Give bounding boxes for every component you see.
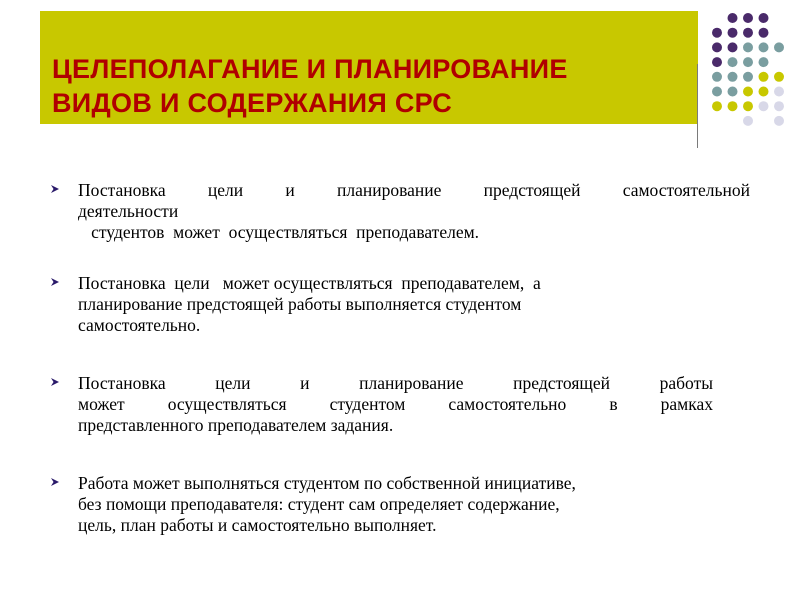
decorative-dot [743,57,753,67]
bullet-arrow-icon [50,477,60,487]
decorative-dot [728,42,738,52]
bullet-list [46,180,750,536]
slide-title: ЦЕЛЕПОЛАГАНИЕ И ПЛАНИРОВАНИЕ ВИДОВ И СОДЕРЖАНИЯ СРС [52,54,568,118]
bullet-arrow-icon [50,277,60,287]
decorative-dot [743,116,753,126]
decorative-dot [759,101,769,111]
decorative-dot [774,116,784,126]
decorative-dot [712,28,722,38]
decorative-dot [728,57,738,67]
decorative-dot [728,28,738,38]
decorative-dot [759,28,769,38]
bullet-line: планирование предстоящей работы выполняется студентом [78,294,522,314]
decorative-dot [743,13,753,23]
bullet-line: представленного преподавателем задания. [78,415,394,435]
decorative-dot [774,101,784,111]
bullet-line: самостоятельно. [78,315,201,335]
decorative-dot [774,72,784,82]
bullet-line: студентов может осуществляться преподавателем. [78,222,480,242]
decorative-dot [743,101,753,111]
bullet-arrow-icon [50,377,60,387]
decorative-dot [774,42,784,52]
decorative-dot [728,13,738,23]
decorative-dot [728,101,738,111]
decorative-dot [759,87,769,97]
decorative-dot [759,57,769,67]
bullet-line: Работа может выполняться студентом по собственной инициативе, [78,473,576,493]
decorative-dot [728,72,738,82]
decorative-dot [759,72,769,82]
decorative-dot-grid [0,0,800,140]
decorative-dot [743,28,753,38]
bullet-line: Постановка цели и планирование предстоящей работы [78,373,713,393]
decorative-dot [743,87,753,97]
bullet-line: деятельности [78,201,179,221]
decorative-dot [728,87,738,97]
decorative-dot [712,87,722,97]
bullet-item-3 [46,373,713,436]
decorative-dot [712,101,722,111]
decorative-dot [712,57,722,67]
decorative-dot [743,72,753,82]
bullet-arrow-icon [50,184,60,194]
bullet-item-2 [46,273,750,336]
decorative-dot [712,42,722,52]
decorative-dot [759,42,769,52]
decorative-dot [712,72,722,82]
bullet-item-1 [46,180,750,243]
bullet-line: Постановка цели и планирование предстоящей самостоятельной [78,180,750,200]
decorative-dot [743,42,753,52]
bullet-line: без помощи преподавателя: студент сам определяет содержание, [78,494,560,514]
decorative-dot [774,87,784,97]
bullet-line: может осуществляться студентом самостоятельно в рамках [78,394,713,414]
bullet-line: Постановка цели может осуществляться преподавателем, а [78,273,541,293]
bullet-item-4 [46,473,750,536]
decorative-dot [759,13,769,23]
bullet-line: цель, план работы и самостоятельно выполняет. [78,515,437,535]
